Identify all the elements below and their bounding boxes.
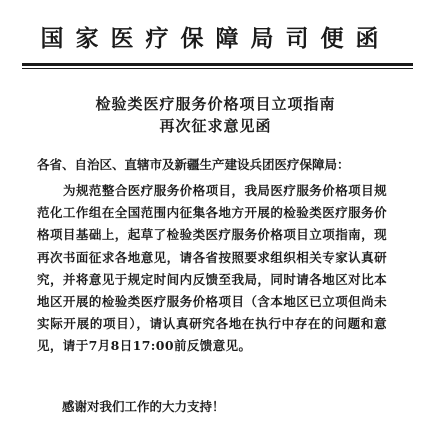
letterhead-rule-thick xyxy=(22,63,413,66)
closing-thanks: 感谢对我们工作的大力支持！ xyxy=(62,399,225,414)
document-title-line-2: 再次征求意见函 xyxy=(159,117,272,135)
letterhead-rule-thin xyxy=(22,68,413,69)
body-paragraph: 为规范整合医疗服务价格项目，我局医疗服务价格项目规范化工作组在全国范围内征集各地方开展的检验类医疗服务价格项目基础上，起草了检验类医疗服务价格项目立项指南，现再次书面征求各地意见，请各省按照要求组织相关专家认真研究，并将意见于规定时间内反馈至我局，同时请各地区对比本地区开展的检验类医疗服务价格项目（含本地区已立项但尚未实际开展的项目），请认真研究各地在执行中存在的问题和意见，请于7月8日17:00前反馈意见。 xyxy=(37,183,387,354)
document-title-line-1: 检验类医疗服务价格项目立项指南 xyxy=(95,95,336,113)
salutation: 各省、自治区、直辖市及新疆生产建设兵团医疗保障局： xyxy=(37,157,350,172)
letterhead-title: 国家医疗保障局司便函 xyxy=(40,25,391,52)
